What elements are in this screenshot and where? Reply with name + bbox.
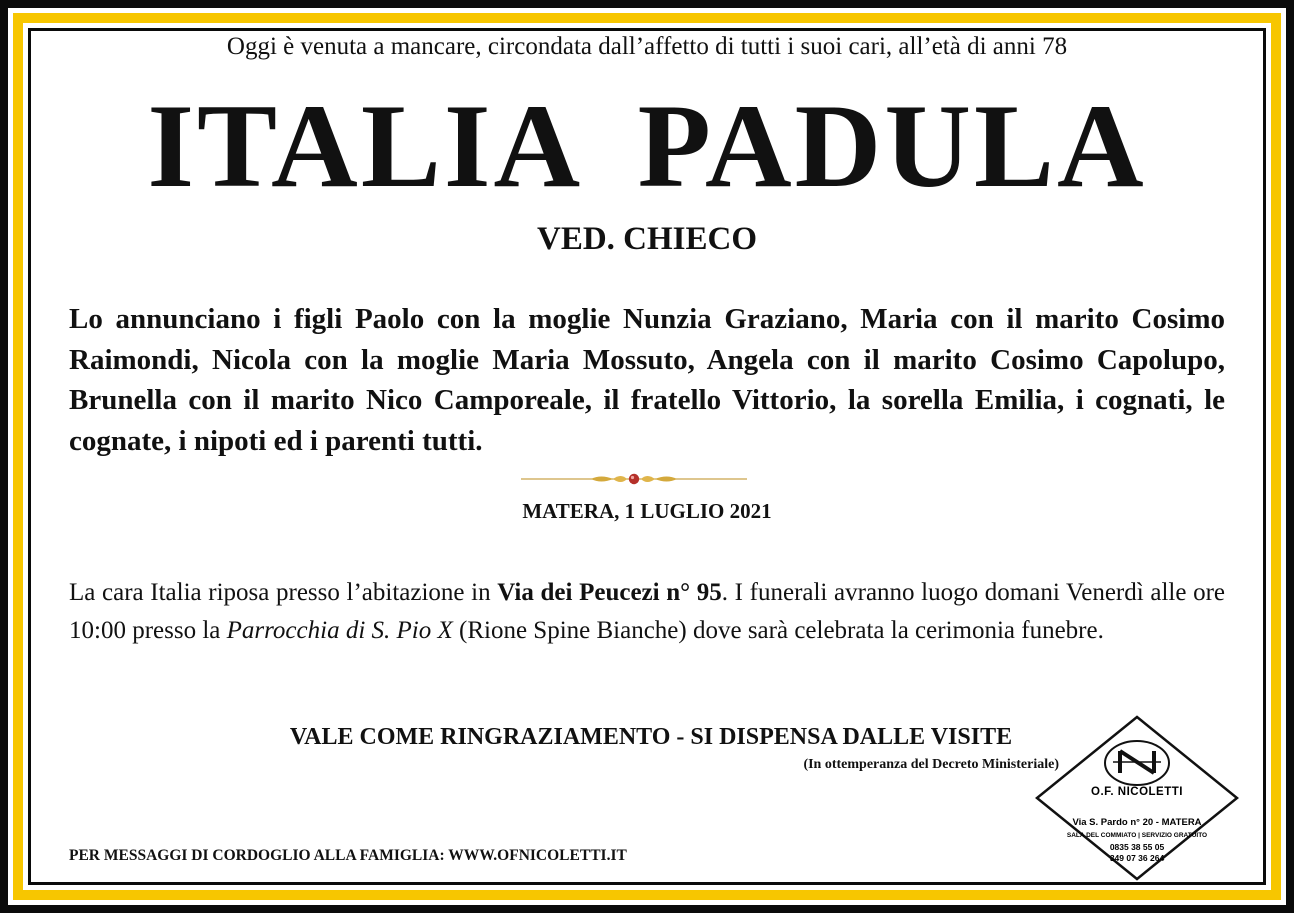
logo-phone-2: 349 07 36 264 — [1109, 853, 1165, 863]
nicoletti-monogram-icon — [1105, 741, 1169, 785]
details-text-3: (Rione Spine Bianche) dove sarà celebrata la cerimonia funebre. — [452, 617, 1104, 644]
funeral-home-logo — [1035, 715, 1239, 881]
logo-address: Via S. Pardo n° 20 - MATERA — [1072, 817, 1202, 828]
inner-black-frame — [28, 28, 1266, 885]
intro-line: Oggi è venuta a mancare, circondata dall’affetto di tutti i suoi cari, all’età di anni 78 — [226, 33, 1068, 60]
home-address: Via dei Peucezi n° 95 — [497, 579, 722, 606]
family-announcement: Lo annunciano i figli Paolo con la moglie Nunzia Graziano, Maria con il marito Cosimo Raimondi, Nicola con la moglie Maria Mossuto, Angela con il marito Cosimo Capolupo, Brunella con il marito Nico Camporeale, il fratello Vittorio, la sorella Emilia, i cognati, le cognate, i nipoti ed i parenti tutti. — [69, 303, 1225, 457]
ornament-divider-icon — [521, 471, 747, 487]
church-name: Parrocchia di S. Pio X — [226, 617, 453, 644]
notice-paper — [31, 31, 1263, 882]
logo-services: SALA DEL COMMIATO | SERVIZIO GRATUITO — [1066, 832, 1208, 839]
logo-brand: O.F. NICOLETTI — [1091, 786, 1183, 798]
logo-phone-1: 0835 38 55 05 — [1109, 842, 1165, 852]
condolence-messages: PER MESSAGGI DI CORDOGLIO ALLA FAMIGLIA: WWW.OFNICOLETTI.IT — [69, 847, 627, 864]
gold-frame — [13, 13, 1281, 900]
widow-of: VED. CHIECO — [536, 221, 758, 257]
decree-note: (In ottemperanza del Decreto Ministeriale) — [803, 757, 1059, 772]
thanks-notice: VALE COME RINGRAZIAMENTO - SI DISPENSA DALLE VISITE — [289, 724, 1013, 750]
funeral-details — [69, 574, 1225, 650]
deceased-name: ITALIA PADULA — [147, 79, 1147, 212]
white-gap — [8, 8, 1286, 905]
place-date: MATERA, 1 LUGLIO 2021 — [522, 499, 772, 523]
details-text-1: La cara Italia riposa presso l’abitazione in — [69, 579, 498, 606]
inner-white-gap — [23, 23, 1271, 890]
details-text-2: . I funerali avranno luogo domani Venerdì alle ore 10:00 presso la — [69, 579, 1225, 644]
